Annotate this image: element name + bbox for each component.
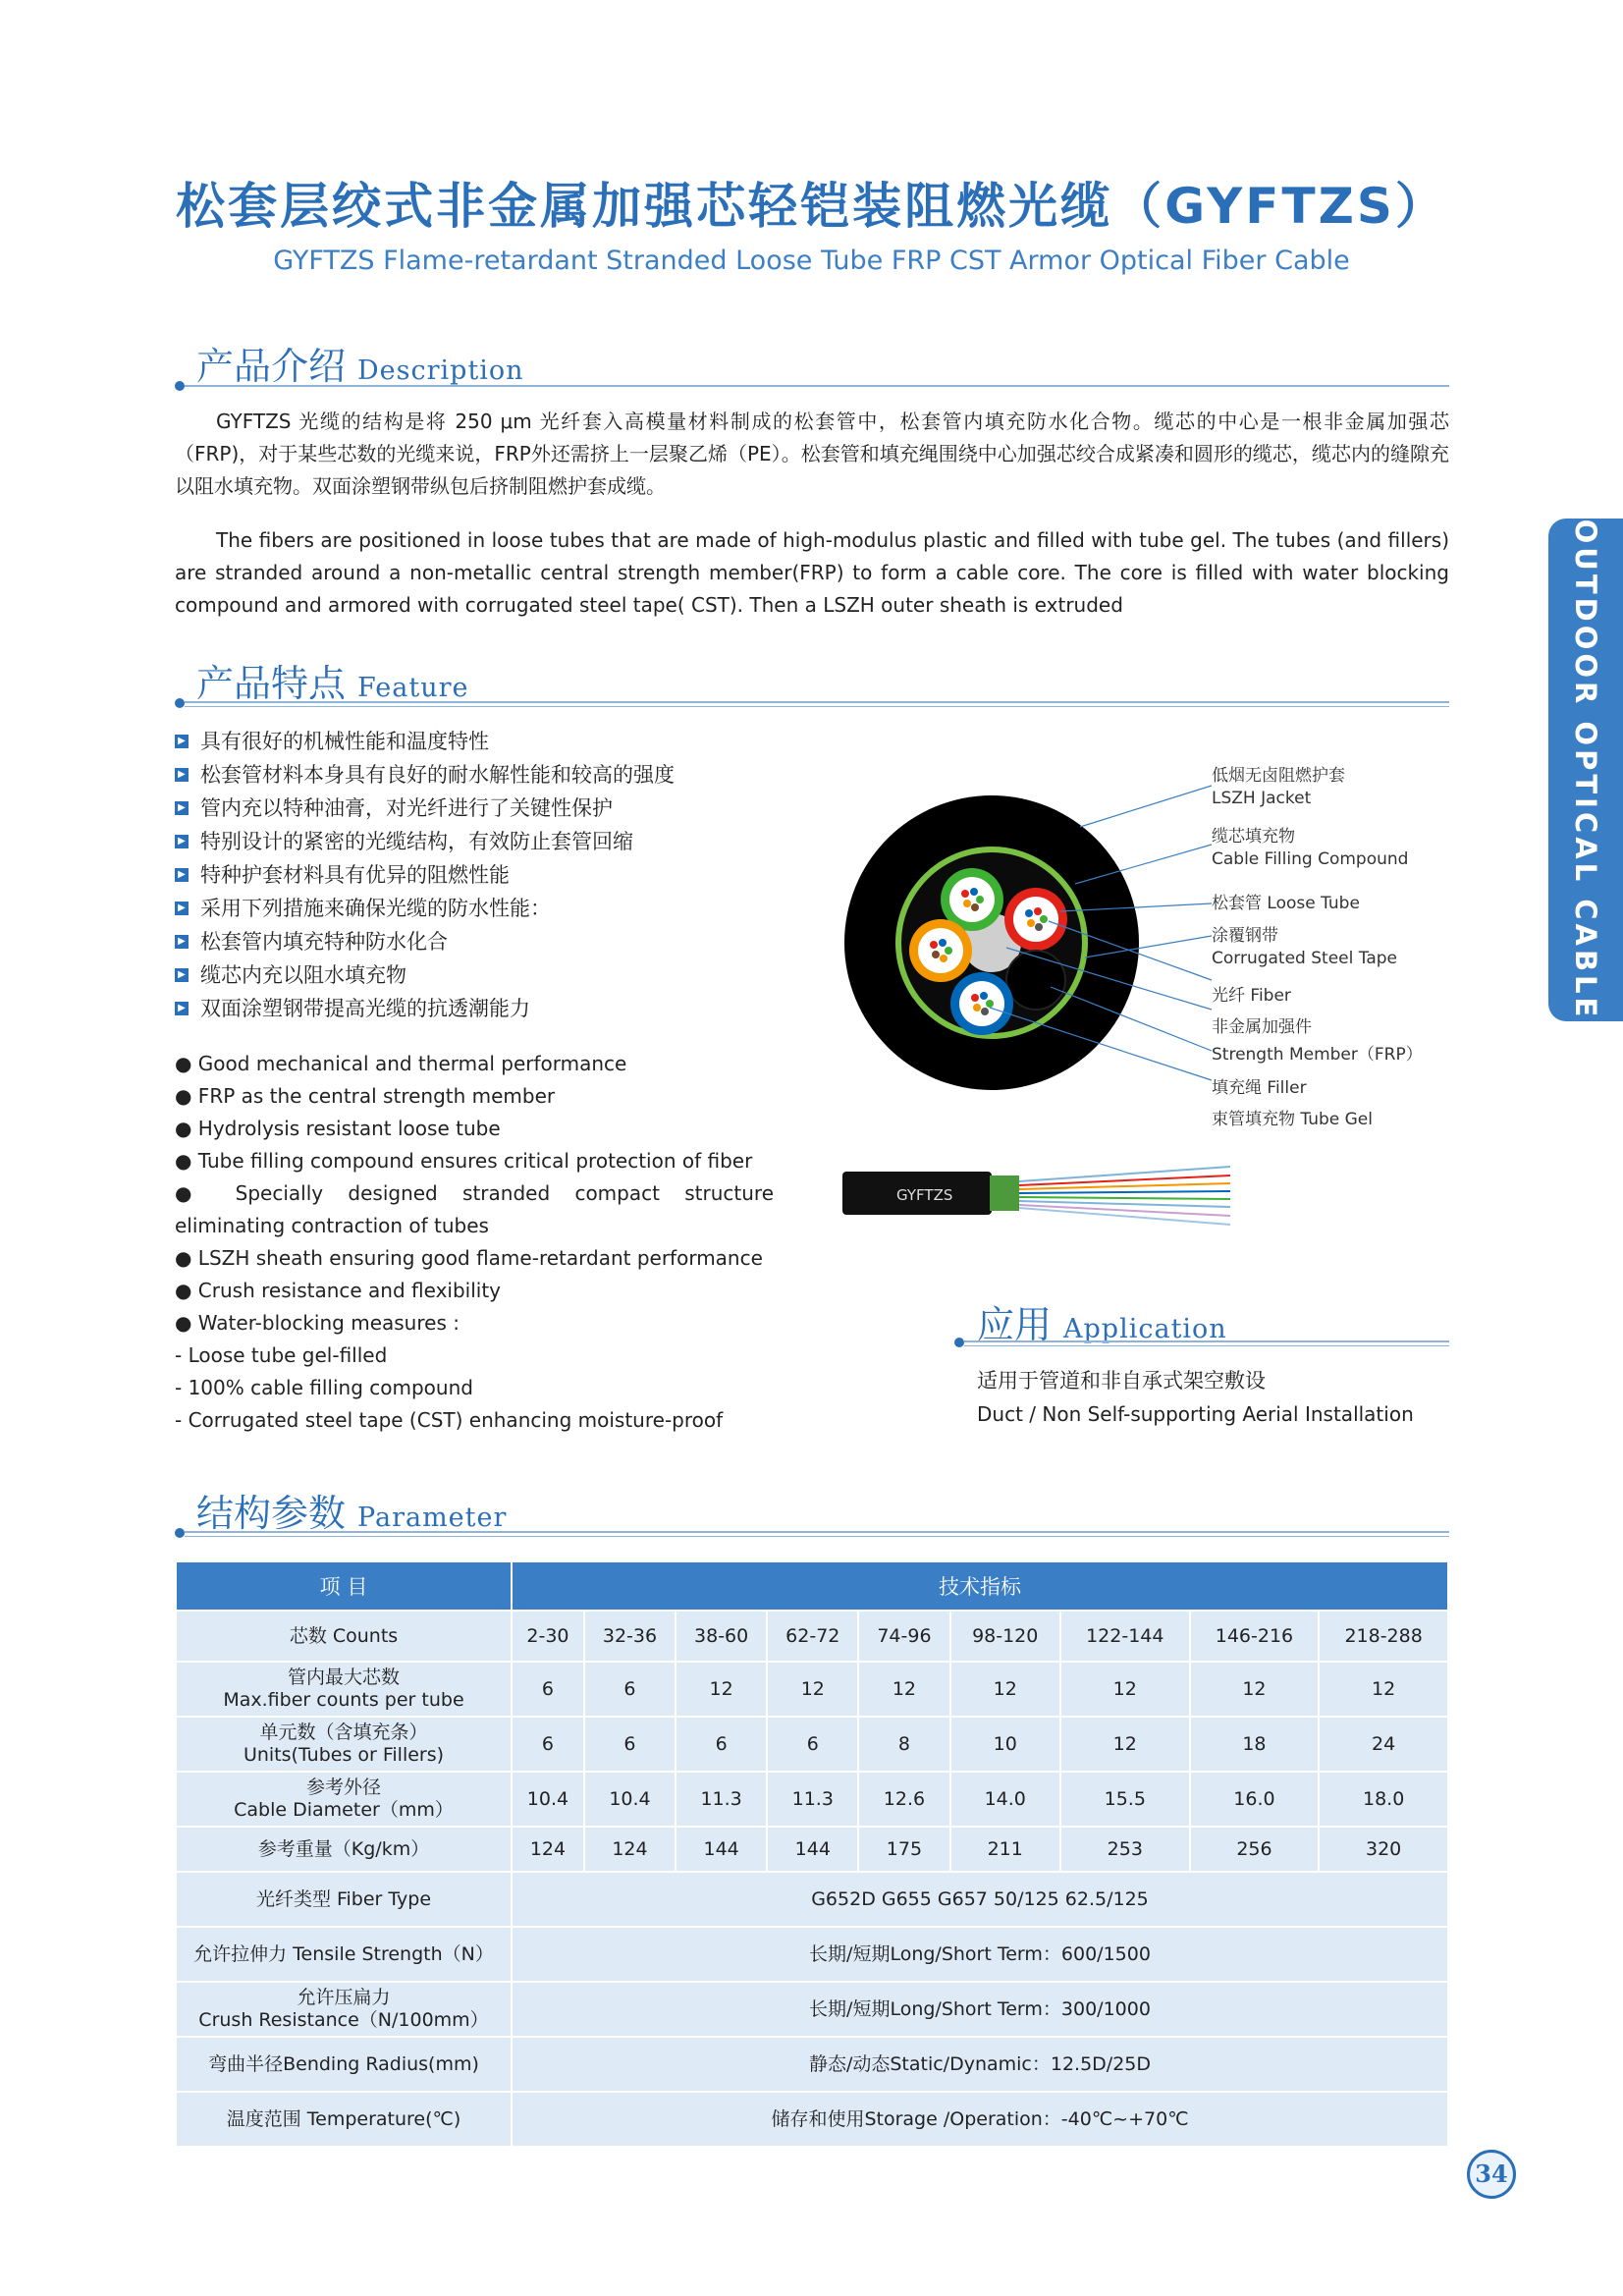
arrow-icon: ▶ [175, 968, 189, 982]
table-cell: 6 [513, 1718, 583, 1771]
table-cell: 175 [859, 1828, 948, 1871]
row-label: 管内最大芯数 Max.fiber counts per tube [177, 1663, 511, 1716]
table-cell: 12 [859, 1663, 948, 1716]
table-cell: 11.3 [768, 1773, 857, 1826]
table-row [177, 2093, 1447, 2146]
table-cell: 12 [951, 1663, 1059, 1716]
arrow-icon: ▶ [175, 768, 189, 782]
table-cell: 12 [1320, 1663, 1447, 1716]
description-para-cn: GYFTZS 光缆的结构是将 250 μm 光纤套入高模量材料制成的松套管中，松套管内填充防水化合物。缆芯的中心是一根非金属加强芯（FRP)，对于某些芯数的光缆来说，FRP外还需挤上一层聚乙烯（PE）。松套管和填充绳围绕中心加强芯绞合成紧凑和圆形的缆芯，缆芯内的缝隙充以阻水填充物。双面涂塑钢带纵包后挤制阻燃护套成缆。 [175, 410, 1449, 498]
side-tab-label: OUTDOOR OPTICAL CABLE [1569, 519, 1602, 1021]
table-cell: 62-72 [768, 1612, 857, 1661]
loose-tube-red [1004, 888, 1067, 951]
description-heading [196, 336, 524, 390]
parameter-heading-en: Parameter [357, 1503, 508, 1533]
loose-tube-blue [950, 972, 1013, 1035]
table-cell: 长期/短期Long/Short Term：600/1500 [513, 1928, 1447, 1981]
feature-list-cn [175, 725, 675, 1025]
feature-heading [196, 653, 468, 707]
heading-dot [175, 381, 185, 391]
table-cell: 253 [1061, 1828, 1189, 1871]
arrow-icon: ▶ [175, 801, 189, 815]
table-cell: 储存和使用Storage /Operation：-40℃~+70℃ [513, 2093, 1447, 2146]
table-cell: 32-36 [585, 1612, 675, 1661]
list-item: ▶ 缆芯内充以阻水填充物 [175, 958, 675, 992]
table-cell: 12 [1061, 1718, 1189, 1771]
heading-dot [954, 1338, 964, 1347]
row-label: 单元数（含填充条） Units(Tubes or Fillers) [177, 1718, 511, 1771]
row-label: 允许拉伸力 Tensile Strength（N） [177, 1928, 511, 1981]
row-label: 参考外径 Cable Diameter（mm） [177, 1773, 511, 1826]
table-cell: 12 [768, 1663, 857, 1716]
description-heading-en: Description [357, 355, 524, 386]
table-cell: 6 [585, 1718, 675, 1771]
table-cell: 124 [585, 1828, 675, 1871]
table-cell: 24 [1320, 1718, 1447, 1771]
table-row [177, 1873, 1447, 1926]
table-cell: 14.0 [951, 1773, 1059, 1826]
callout-filler: 填充绳 Filler [1212, 1078, 1307, 1098]
list-item: ▶ 松套管内填充特种防水化合 [175, 925, 675, 958]
arrow-icon: ▶ [175, 735, 189, 748]
list-item: ● FRP as the central strength member [175, 1084, 556, 1108]
table-cell: 146-216 [1191, 1612, 1319, 1661]
table-cell: 2-30 [513, 1612, 583, 1661]
table-cell: 16.0 [1191, 1773, 1319, 1826]
list-item: ● Tube filling compound ensures critical protection of fiber [175, 1149, 753, 1173]
table-cell: 长期/短期Long/Short Term：300/1000 [513, 1983, 1447, 2036]
callout-steel-tape: 涂覆钢带 Corrugated Steel Tape [1212, 926, 1397, 968]
callout-cable-filling: 缆芯填充物 Cable Filling Compound [1212, 827, 1409, 869]
list-item: ● Water-blocking measures : [175, 1311, 460, 1335]
table-cell: 12 [676, 1663, 766, 1716]
parameter-heading-cn: 结构参数 [196, 1492, 347, 1535]
table-cell: 256 [1191, 1828, 1319, 1871]
list-item: ▶ 管内充以特种油膏，对光纤进行了关键性保护 [175, 792, 675, 825]
section-rule [185, 385, 1449, 387]
table-cell: 11.3 [676, 1773, 766, 1826]
table-cell: 12 [1191, 1663, 1319, 1716]
table-row [177, 2038, 1447, 2091]
arrow-icon: ▶ [175, 868, 189, 882]
table-cell: 6 [768, 1718, 857, 1771]
side-tab [1548, 519, 1623, 1021]
table-cell: 144 [768, 1828, 857, 1871]
row-label: 芯数 Counts [177, 1612, 511, 1661]
table-cell: 211 [951, 1828, 1059, 1871]
description-para-en: The fibers are positioned in loose tubes that are made of high-modulus plastic and filled with tube gel. The tubes (and fillers) are stranded around a non-metallic central strength member(FRP) to form a cable core. The core is filled with water blocking compound and armored with corrugated steel tape( CST). Then a LSZH outer sheath is extruded [175, 528, 1449, 617]
callout-fiber: 光纤 Fiber [1212, 986, 1291, 1006]
table-row [177, 1663, 1447, 1716]
list-item: - Loose tube gel-filled [175, 1343, 388, 1367]
list-item: ● Hydrolysis resistant loose tube [175, 1117, 501, 1140]
list-item: - Corrugated steel tape (CST) enhancing moisture-proof [175, 1408, 724, 1432]
table-row [177, 1983, 1447, 2036]
cable-side-image [842, 1162, 1235, 1230]
table-cell: G652D G655 G657 50/125 62.5/125 [513, 1873, 1447, 1926]
section-rule [185, 1531, 1449, 1537]
list-item: - 100% cable filling compound [175, 1376, 473, 1399]
table-cell: 10.4 [585, 1773, 675, 1826]
arrow-icon: ▶ [175, 835, 189, 848]
table-cell: 38-60 [676, 1612, 766, 1661]
table-cell: 320 [1320, 1828, 1447, 1871]
parameter-heading [196, 1483, 507, 1537]
list-item: ▶ 特别设计的紧密的光缆结构，有效防止套管回缩 [175, 825, 675, 858]
row-label: 光纤类型 Fiber Type [177, 1873, 511, 1926]
list-item: ● Crush resistance and flexibility [175, 1279, 502, 1302]
table-cell: 6 [513, 1663, 583, 1716]
list-item: ▶ 双面涂塑钢带提高光缆的抗透潮能力 [175, 992, 675, 1025]
table-cell: 6 [676, 1718, 766, 1771]
table-row [177, 1718, 1447, 1771]
table-cell: 15.5 [1061, 1773, 1189, 1826]
row-label: 温度范围 Temperature(℃) [177, 2093, 511, 2146]
table-cell: 18.0 [1320, 1773, 1447, 1826]
application-text-en: Duct / Non Self-supporting Aerial Installation [977, 1402, 1414, 1426]
list-item: ▶ 松套管材料本身具有良好的耐水解性能和较高的强度 [175, 758, 675, 792]
table-cell: 122-144 [1061, 1612, 1189, 1661]
table-cell: 8 [859, 1718, 948, 1771]
table-cell: 124 [513, 1828, 583, 1871]
callout-strength-member: 非金属加强件 Strength Member（FRP） [1212, 1017, 1423, 1065]
page-subtitle: GYFTZS Flame-retardant Stranded Loose Tube FRP CST Armor Optical Fiber Cable [273, 246, 1350, 276]
table-cell: 18 [1191, 1718, 1319, 1771]
table-cell: 218-288 [1320, 1612, 1447, 1661]
row-label: 参考重量（Kg/km） [177, 1828, 511, 1871]
heading-dot [175, 1528, 185, 1538]
table-cell: 12 [1061, 1663, 1189, 1716]
table-cell: 98-120 [951, 1612, 1059, 1661]
arrow-icon: ▶ [175, 935, 189, 949]
table-header-row [177, 1562, 1447, 1610]
list-item: ▶ 采用下列措施来确保光缆的防水性能： [175, 892, 675, 925]
list-item: ▶ 特种护套材料具有优异的阻燃性能 [175, 858, 675, 892]
header-item: 项 目 [177, 1562, 511, 1610]
arrow-icon: ▶ [175, 902, 189, 915]
arrow-icon: ▶ [175, 1002, 189, 1015]
application-text-cn: 适用于管道和非自承式架空敷设 [977, 1369, 1266, 1393]
row-label: 弯曲半径Bending Radius(mm) [177, 2038, 511, 2091]
table-row [177, 1828, 1447, 1871]
feature-heading-en: Feature [357, 673, 469, 703]
table-cell: 静态/动态Static/Dynamic：12.5D/25D [513, 2038, 1447, 2091]
table-row [177, 1928, 1447, 1981]
filler [1006, 951, 1065, 1010]
parameter-table [175, 1560, 1449, 2148]
table-cell: 10.4 [513, 1773, 583, 1826]
list-item: ▶ 具有很好的机械性能和温度特性 [175, 725, 675, 758]
table-cell: 144 [676, 1828, 766, 1871]
table-cell: 6 [585, 1663, 675, 1716]
feature-list-en [175, 1048, 774, 1437]
row-label: 允许压扁力 Crush Resistance（N/100mm） [177, 1983, 511, 2036]
description-heading-cn: 产品介绍 [196, 345, 347, 388]
table-cell: 10 [951, 1718, 1059, 1771]
callout-loose-tube: 松套管 Loose Tube [1212, 894, 1360, 913]
table-cell: 12.6 [859, 1773, 948, 1826]
loose-tube-orange [909, 919, 972, 982]
heading-dot [175, 698, 185, 708]
page-number: 34 [1467, 2150, 1516, 2199]
cable-cross-section-diagram [825, 756, 1217, 1129]
list-item: ● Good mechanical and thermal performance [175, 1052, 627, 1075]
list-item: ● Specially designed stranded compact structure eliminating contraction of tubes [175, 1181, 774, 1237]
page-title: 松套层绞式非金属加强芯轻铠装阻燃光缆（GYFTZS） [176, 178, 1447, 235]
table-row [177, 1773, 1447, 1826]
application-heading-cn: 应用 [977, 1303, 1053, 1346]
list-item: ● LSZH sheath ensuring good flame-retardant performance [175, 1246, 763, 1270]
header-spec: 技术指标 [513, 1562, 1447, 1610]
callout-lszh-jacket: 低烟无卤阻燃护套 LSZH Jacket [1212, 766, 1345, 808]
section-rule [185, 701, 1449, 707]
section-rule [964, 1340, 1449, 1346]
table-row [177, 1612, 1447, 1661]
feature-heading-cn: 产品特点 [196, 662, 347, 705]
application-heading-en: Application [1063, 1314, 1227, 1344]
cable-side-label: GYFTZS [896, 1186, 953, 1204]
callout-tube-gel: 束管填充物 Tube Gel [1212, 1110, 1373, 1129]
table-cell: 74-96 [859, 1612, 948, 1661]
